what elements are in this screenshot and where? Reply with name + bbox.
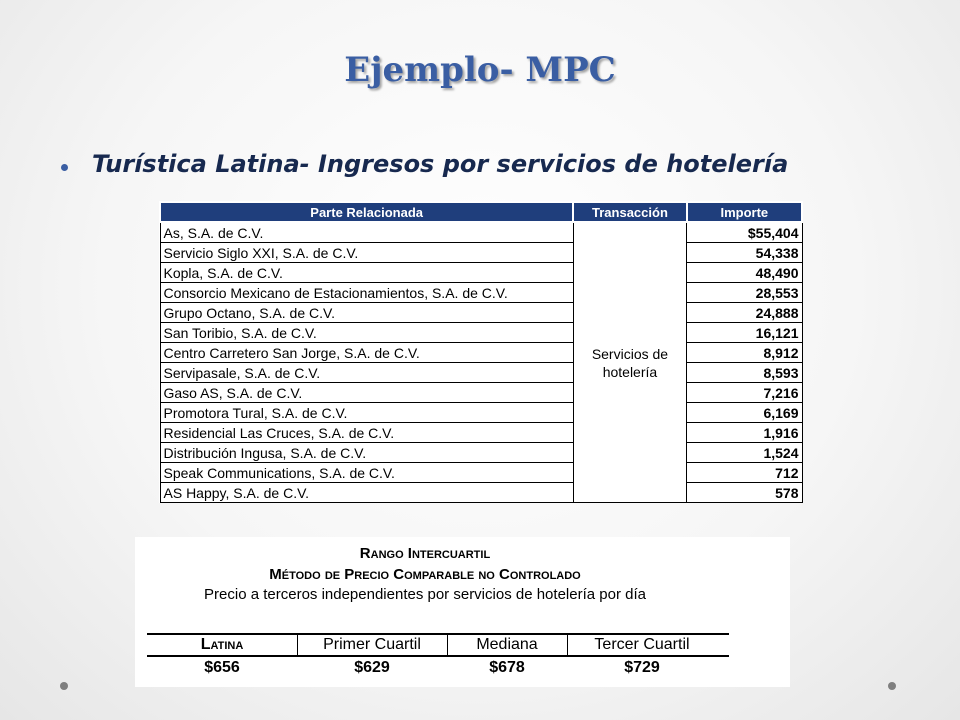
val-tercer-cuartil: $729	[624, 659, 660, 676]
col-tercer-cuartil: Tercer Cuartil	[594, 636, 690, 653]
table-row	[160, 443, 802, 463]
row-party-name: Speak Communications, S.A. de C.V.	[160, 463, 573, 483]
related-parties-table	[159, 201, 803, 503]
row-amount: 7,216	[687, 383, 802, 403]
val-mediana: $678	[489, 659, 525, 676]
row-party-name: Servicio Siglo XXI, S.A. de C.V.	[160, 243, 573, 263]
range-subtitle: Método de Precio Comparable no Controlado	[269, 566, 581, 583]
row-amount: 1,916	[687, 423, 802, 443]
range-rule-top	[147, 633, 729, 635]
table-row	[160, 463, 802, 483]
table-row	[160, 383, 802, 403]
header-parte-relacionada: Parte Relacionada	[160, 202, 573, 222]
bullet-description: - Ingresos por servicios de hotelería	[299, 150, 789, 178]
row-party-name: Consorcio Mexicano de Estacionamientos, S.A. de C.V.	[160, 283, 573, 303]
row-party-name: Servipasale, S.A. de C.V.	[160, 363, 573, 383]
val-latina: $656	[204, 659, 240, 676]
row-amount: 6,169	[687, 403, 802, 423]
row-party-name: Grupo Octano, S.A. de C.V.	[160, 303, 573, 323]
row-amount: 8,912	[687, 343, 802, 363]
row-amount: 48,490	[687, 263, 802, 283]
nav-dot-right-icon	[888, 682, 896, 690]
row-party-name: Kopla, S.A. de C.V.	[160, 263, 573, 283]
row-amount: 16,121	[687, 323, 802, 343]
row-amount: 24,888	[687, 303, 802, 323]
table-row	[160, 343, 802, 363]
row-amount: $55,404	[687, 222, 802, 243]
transaction-line-1: Servicios de	[591, 345, 669, 362]
bullet-text	[60, 150, 789, 178]
col-primer-cuartil: Primer Cuartil	[323, 636, 421, 653]
table-row	[160, 363, 802, 383]
row-amount: 28,553	[687, 283, 802, 303]
nav-dot-left-icon	[60, 682, 68, 690]
interquartile-panel	[135, 537, 790, 687]
table-row	[160, 423, 802, 443]
row-party-name: Gaso AS, S.A. de C.V.	[160, 383, 573, 403]
row-amount: 54,338	[687, 243, 802, 263]
table-row	[160, 222, 802, 243]
row-party-name: As, S.A. de C.V.	[160, 222, 573, 243]
table-header-row	[160, 202, 802, 222]
col-latina: Latina	[200, 636, 244, 653]
header-transaccion: Transacción	[573, 202, 686, 222]
row-amount: 578	[687, 483, 802, 503]
row-amount: 1,524	[687, 443, 802, 463]
table-body	[160, 222, 802, 503]
range-title: Rango Intercuartil	[359, 545, 491, 562]
row-party-name: Distribución Ingusa, S.A. de C.V.	[160, 443, 573, 463]
row-transaction-type	[573, 222, 686, 503]
table-row	[160, 483, 802, 503]
range-description: Precio a terceros independientes por servicios de hotelería por día	[204, 586, 646, 603]
row-party-name: Promotora Tural, S.A. de C.V.	[160, 403, 573, 423]
table-row	[160, 283, 802, 303]
row-party-name: AS Happy, S.A. de C.V.	[160, 483, 573, 503]
bullet-company: Turística Latina	[92, 150, 300, 178]
header-importe: Importe	[687, 202, 802, 222]
row-party-name: Residencial Las Cruces, S.A. de C.V.	[160, 423, 573, 443]
row-amount: 8,593	[687, 363, 802, 383]
col-mediana: Mediana	[476, 636, 538, 653]
table-row	[160, 323, 802, 343]
table-row	[160, 243, 802, 263]
table-row	[160, 303, 802, 323]
transaction-line-2: hotelería	[602, 363, 658, 380]
val-primer-cuartil: $629	[354, 659, 390, 676]
row-party-name: San Toribio, S.A. de C.V.	[160, 323, 573, 343]
table-row	[160, 403, 802, 423]
range-rule-bottom	[147, 655, 729, 657]
table-row	[160, 263, 802, 283]
slide-title: Ejemplo- MPC	[344, 50, 616, 90]
row-amount: 712	[687, 463, 802, 483]
row-party-name: Centro Carretero San Jorge, S.A. de C.V.	[160, 343, 573, 363]
